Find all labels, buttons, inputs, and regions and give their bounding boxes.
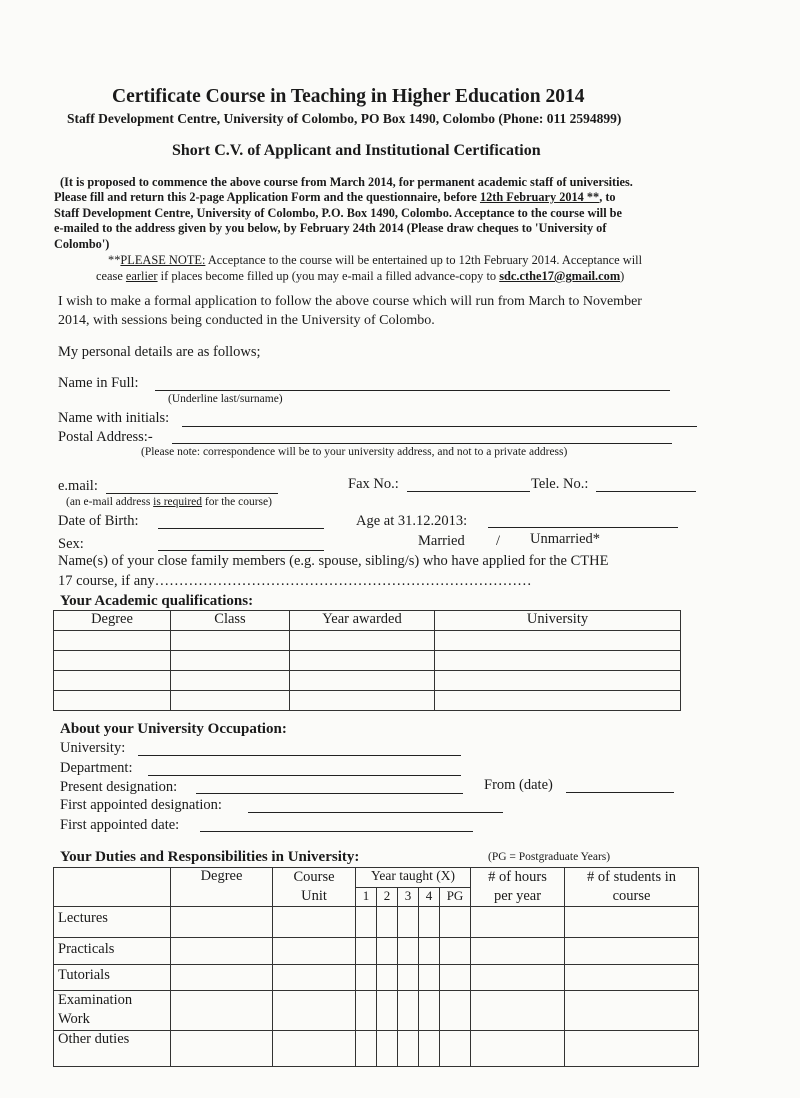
centre-address: Staff Development Centre, University of Colombo, PO Box 1490, Colombo (Phone: 011 2594899)	[67, 111, 622, 126]
fax-label: Fax No.:	[348, 476, 399, 492]
table-row[interactable]	[54, 691, 681, 711]
col-university: University	[435, 611, 681, 631]
year-pg: PG	[440, 887, 471, 907]
deadline-date: 12th February 2014 **	[479, 190, 600, 204]
row-lectures: Lectures	[54, 907, 171, 938]
present-designation-label: Present designation:	[60, 779, 178, 795]
duties-heading: Your Duties and Responsibilities in University:	[60, 849, 360, 865]
table-row[interactable]	[54, 907, 699, 938]
name-initials-label: Name with initials:	[58, 410, 170, 426]
application-line-2: 2014, with sessions being conducted in the University of Colombo.	[58, 313, 435, 328]
intro-line-4: e-mailed to the address given by you below, by February 24th 2014 (Please draw cheques to 'University of	[54, 221, 607, 235]
col-year-awarded: Year awarded	[290, 611, 435, 631]
duties-table	[53, 867, 699, 1067]
family-members-line-2[interactable]: 17 course, if any……………………………………………………………………	[58, 573, 532, 589]
postal-address-label: Postal Address:-	[58, 429, 153, 445]
application-line-1: I wish to make a formal application to follow the above course which will run from March to November	[58, 294, 642, 309]
married-option[interactable]: Married	[418, 533, 465, 549]
academic-header-row	[54, 611, 681, 631]
postal-address-field[interactable]	[172, 443, 672, 444]
col-course-unit: Course Unit	[273, 868, 356, 907]
first-date-field[interactable]	[200, 831, 473, 832]
table-row[interactable]	[54, 671, 681, 691]
intro-line-5: Colombo')	[54, 237, 110, 251]
first-designation-field[interactable]	[248, 812, 503, 813]
col-hours: # of hours per year	[471, 868, 565, 907]
intro-line-1: (It is proposed to commence the above course from March 2014, for permanent academic staff of universities.	[60, 175, 633, 189]
year-1: 1	[356, 887, 377, 907]
please-note-line-2: cease earlier if places become filled up (you may e-mail a filled advance-copy to sdc.cthe17@gmail.com)	[96, 269, 625, 283]
academic-heading: Your Academic qualifications:	[60, 593, 254, 609]
family-members-line-1: Name(s) of your close family members (e.g. spouse, sibling/s) who have applied for the CTHE	[58, 553, 609, 569]
col-degree: Degree	[171, 868, 273, 907]
please-note-label: PLEASE NOTE:	[120, 253, 206, 267]
intro-line-2: Please fill and return this 2-page Application Form and the questionnaire, before 12th February 2014 **, to	[54, 190, 616, 204]
surname-hint: (Underline last/surname)	[168, 393, 283, 405]
first-designation-label: First appointed designation:	[60, 797, 222, 813]
unmarried-option[interactable]: Unmarried*	[530, 531, 601, 547]
year-4: 4	[419, 887, 440, 907]
please-note-line-1: **PLEASE NOTE: Acceptance to the course will be entertained up to 12th February 2014. Acceptance will	[108, 253, 643, 267]
sex-label: Sex:	[58, 536, 84, 552]
age-field[interactable]	[488, 527, 678, 528]
table-row[interactable]	[54, 991, 699, 1031]
name-full-field[interactable]	[155, 390, 670, 391]
university-field[interactable]	[138, 755, 461, 756]
form-title: Short C.V. of Applicant and Institutional Certification	[172, 142, 541, 159]
table-row[interactable]	[54, 965, 699, 991]
email-field[interactable]	[106, 493, 278, 494]
tele-label: Tele. No.:	[531, 476, 589, 492]
year-3: 3	[398, 887, 419, 907]
row-examination-work: Examination Work	[54, 991, 171, 1031]
from-date-label: From (date)	[484, 777, 553, 793]
tele-field[interactable]	[596, 491, 696, 492]
intro-line-3: Staff Development Centre, University of Colombo, P.O. Box 1490, Colombo. Acceptance to the course will be	[54, 206, 622, 220]
first-date-label: First appointed date:	[60, 817, 180, 833]
from-date-field[interactable]	[566, 792, 674, 793]
department-field[interactable]	[148, 775, 461, 776]
row-tutorials: Tutorials	[54, 965, 171, 991]
table-row[interactable]	[54, 631, 681, 651]
name-initials-field[interactable]	[182, 426, 697, 427]
postal-note: (Please note: correspondence will be to your university address, and not to a private address)	[141, 446, 568, 458]
table-row[interactable]	[54, 938, 699, 965]
department-label: Department:	[60, 760, 133, 776]
age-label: Age at 31.12.2013:	[356, 513, 468, 529]
sex-field[interactable]	[158, 550, 324, 551]
email-note: (an e-mail address is required for the course)	[66, 496, 272, 508]
table-row[interactable]	[54, 651, 681, 671]
occupation-heading: About your University Occupation:	[60, 721, 287, 737]
academic-table	[53, 610, 681, 711]
name-full-label: Name in Full:	[58, 375, 139, 391]
marital-separator: /	[496, 533, 501, 549]
table-row[interactable]	[54, 1031, 699, 1067]
duties-header-row-1	[54, 868, 699, 888]
fax-field[interactable]	[407, 491, 530, 492]
dob-label: Date of Birth:	[58, 513, 139, 529]
pg-note: (PG = Postgraduate Years)	[488, 851, 611, 863]
col-year-taught: Year taught (X)	[356, 868, 471, 888]
contact-email-link[interactable]: sdc.cthe17@gmail.com	[499, 269, 621, 283]
col-degree: Degree	[54, 611, 171, 631]
year-2: 2	[377, 887, 398, 907]
col-students: # of students in course	[565, 868, 699, 907]
personal-heading: My personal details are as follows;	[58, 344, 261, 360]
row-practicals: Practicals	[54, 938, 171, 965]
row-other-duties: Other duties	[54, 1031, 171, 1067]
present-designation-field[interactable]	[196, 793, 463, 794]
course-title: Certificate Course in Teaching in Higher Education 2014	[112, 86, 585, 107]
email-label: e.mail:	[58, 478, 98, 494]
dob-field[interactable]	[158, 528, 324, 529]
university-label: University:	[60, 740, 126, 756]
col-class: Class	[171, 611, 290, 631]
